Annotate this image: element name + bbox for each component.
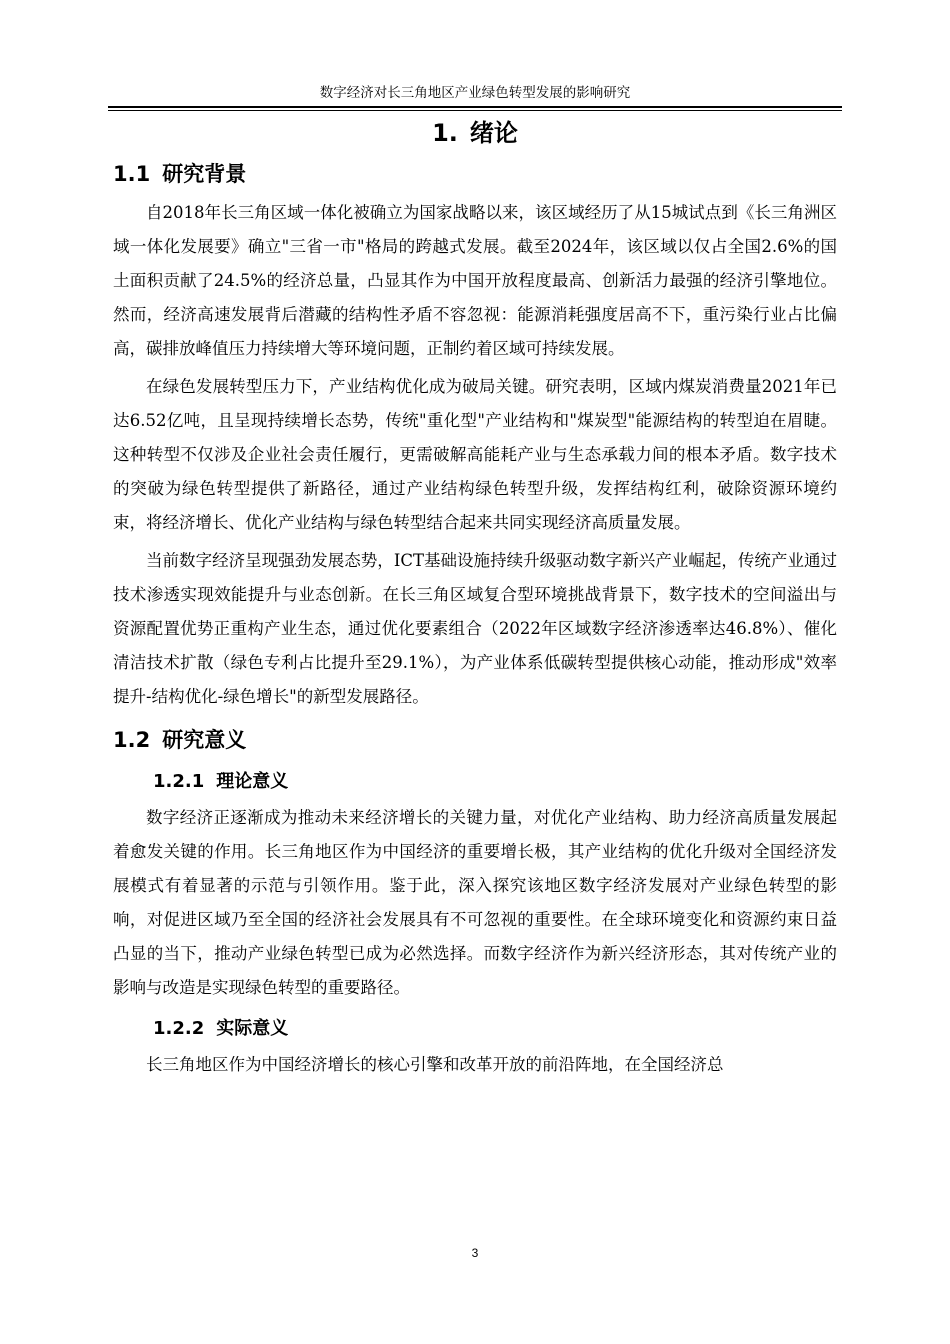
subsection-number: 1.2.2 — [153, 1018, 205, 1039]
subsection-title: 理论意义 — [216, 771, 289, 792]
header-rule-thin — [108, 110, 842, 111]
subsection-title: 实际意义 — [216, 1018, 289, 1039]
section-number: 1.1 — [113, 162, 151, 186]
header-rule-thick — [108, 106, 842, 108]
section-number: 1.2 — [113, 728, 151, 752]
section-title: 研究背景 — [162, 162, 247, 186]
paragraph: 在绿色发展转型压力下，产业结构优化成为破局关键。研究表明，区域内煤炭消费量2021年已达6.52亿吨，且呈现持续增长态势，传统"重化型"产业结构和"煤炭型"能源结构的转型迫在眉睫。这种转型不仅涉及企业社会责任履行，更需破解高能耗产业与生态承载力间的根本矛盾。数字技术的突破为绿色转型提供了新路径，通过产业结构绿色转型升级，发挥结构红利，破除资源环境约束，将经济增长、优化产业结构与绿色转型结合起来共同实现经济高质量发展。 — [113, 377, 837, 532]
section-heading — [113, 152, 837, 196]
page-body — [113, 114, 837, 1086]
running-header: 数字经济对长三角地区产业绿色转型发展的影响研究 — [319, 85, 631, 101]
chapter-number: 1. — [432, 119, 458, 147]
subsection-number: 1.2.1 — [153, 771, 205, 792]
paragraph: 长三角地区作为中国经济增长的核心引擎和改革开放的前沿阵地，在全国经济总 — [146, 1055, 724, 1074]
paragraph: 当前数字经济呈现强劲发展态势，ICT基础设施持续升级驱动数字新兴产业崛起，传统产业通过技术渗透实现效能提升与业态创新。在长三角区域复合型环境挑战背景下，数字技术的空间溢出与资源配置优势正重构产业生态，通过优化要素组合（2022年区域数字经济渗透率达46.8%）、催化清洁技术扩散（绿色专利占比提升至29.1%），为产业体系低碳转型提供核心动能，推动形成"效率提升-结构优化-绿色增长"的新型发展路径。 — [113, 551, 837, 706]
chapter-heading — [113, 114, 837, 152]
subsection-heading — [113, 762, 837, 801]
section-heading — [113, 718, 837, 762]
section-title: 研究意义 — [162, 728, 247, 752]
paragraph: 数字经济正逐渐成为推动未来经济增长的关键力量，对优化产业结构、助力经济高质量发展起着愈发关键的作用。长三角地区作为中国经济的重要增长极，其产业结构的优化升级对全国经济发展模式有着显著的示范与引领作用。鉴于此，深入探究该地区数字经济发展对产业绿色转型的影响，对促进区域乃至全国的经济社会发展具有不可忽视的重要性。在全球环境变化和资源约束日益凸显的当下，推动产业绿色转型已成为必然选择。而数字经济作为新兴经济形态，其对传统产业的影响与改造是实现绿色转型的重要路径。 — [113, 808, 837, 997]
page-number: 3 — [471, 1246, 479, 1260]
chapter-title: 绪论 — [469, 119, 518, 147]
subsection-heading — [113, 1009, 837, 1048]
paragraph: 自2018年长三角区域一体化被确立为国家战略以来，该区域经历了从15城试点到《长三角洲区域一体化发展要》确立"三省一市"格局的跨越式发展。截至2024年，该区域以仅占全国2.6%的国土面积贡献了24.5%的经济总量，凸显其作为中国开放程度最高、创新活力最强的经济引擎地位。然而，经济高速发展背后潜藏的结构性矛盾不容忽视：能源消耗强度居高不下，重污染行业占比偏高，碳排放峰值压力持续增大等环境问题，正制约着区域可持续发展。 — [113, 203, 837, 358]
